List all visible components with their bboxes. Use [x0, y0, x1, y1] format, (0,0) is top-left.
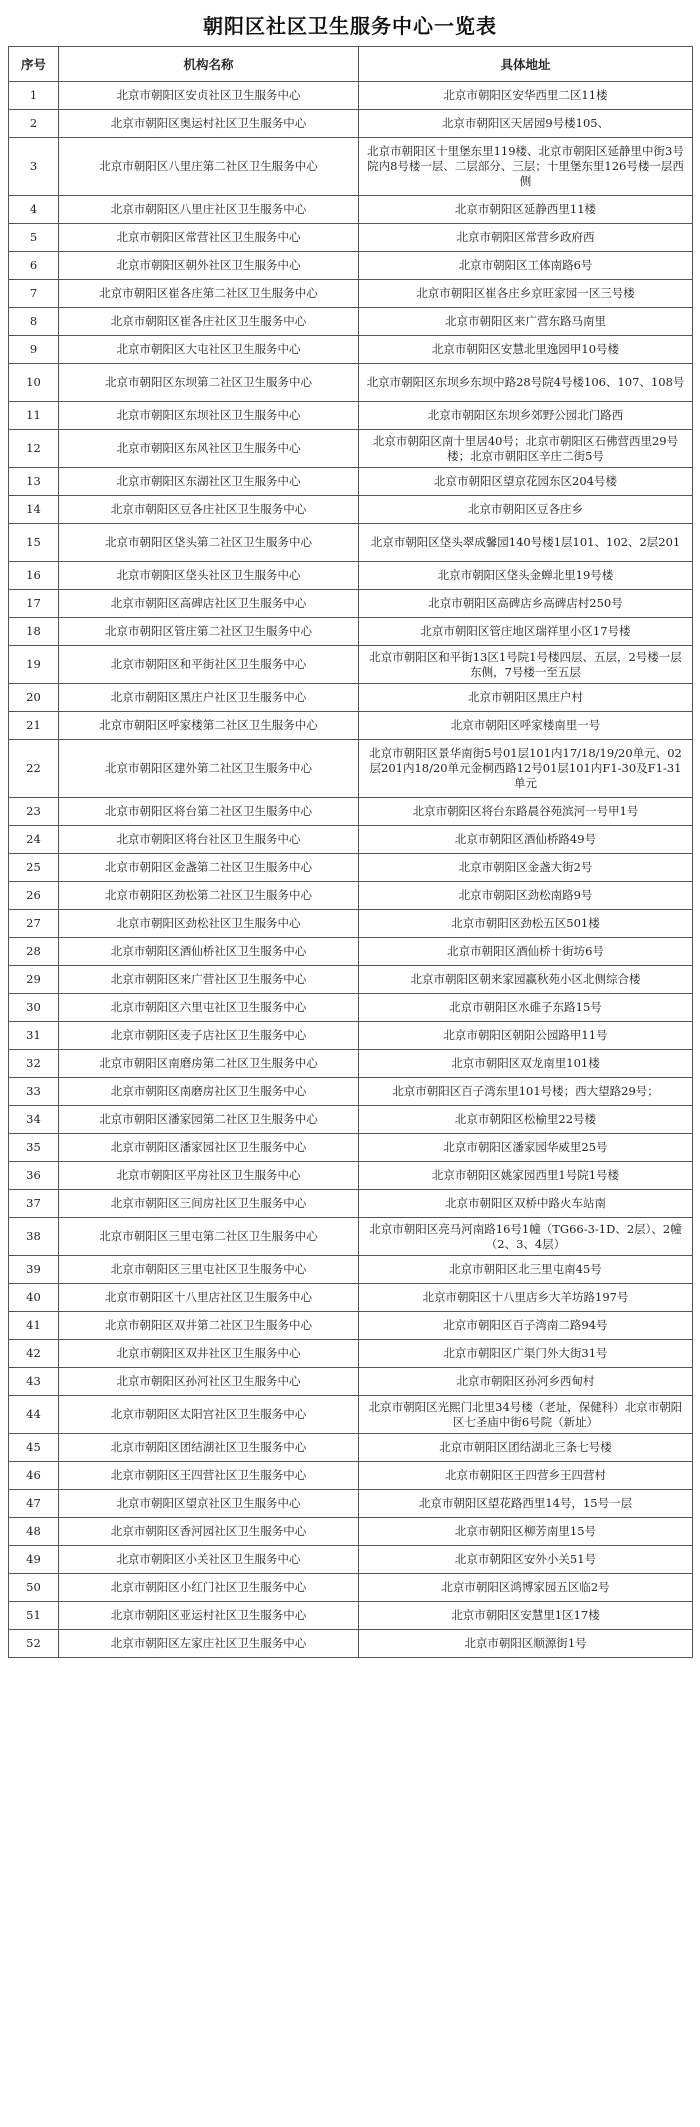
institution-name: 北京市朝阳区安贞社区卫生服务中心 — [59, 82, 359, 110]
institution-address: 北京市朝阳区来广营东路马南里 — [359, 308, 693, 336]
table-row — [9, 590, 693, 618]
table-row — [9, 1368, 693, 1396]
table-row — [9, 938, 693, 966]
institution-address: 北京市朝阳区望京花园东区204号楼 — [359, 468, 693, 496]
table-row — [9, 1022, 693, 1050]
row-number: 44 — [9, 1396, 59, 1434]
institution-name: 北京市朝阳区和平街社区卫生服务中心 — [59, 646, 359, 684]
table-row — [9, 336, 693, 364]
institution-name: 北京市朝阳区劲松社区卫生服务中心 — [59, 910, 359, 938]
table-row — [9, 910, 693, 938]
table-row — [9, 1106, 693, 1134]
institution-name: 北京市朝阳区金盏第二社区卫生服务中心 — [59, 854, 359, 882]
table-row — [9, 1050, 693, 1078]
institution-address: 北京市朝阳区松榆里22号楼 — [359, 1106, 693, 1134]
institution-name: 北京市朝阳区潘家园社区卫生服务中心 — [59, 1134, 359, 1162]
row-number: 29 — [9, 966, 59, 994]
institution-name: 北京市朝阳区团结湖社区卫生服务中心 — [59, 1434, 359, 1462]
row-number: 3 — [9, 138, 59, 196]
row-number: 34 — [9, 1106, 59, 1134]
institution-address: 北京市朝阳区将台东路晨谷苑滨河一号甲1号 — [359, 798, 693, 826]
table-row — [9, 82, 693, 110]
institution-address: 北京市朝阳区双龙南里101楼 — [359, 1050, 693, 1078]
institution-name: 北京市朝阳区将台社区卫生服务中心 — [59, 826, 359, 854]
institution-address: 北京市朝阳区孙河乡西甸村 — [359, 1368, 693, 1396]
table-row — [9, 798, 693, 826]
row-number: 12 — [9, 430, 59, 468]
table-row — [9, 138, 693, 196]
institution-name: 北京市朝阳区崔各庄第二社区卫生服务中心 — [59, 280, 359, 308]
institution-address: 北京市朝阳区垡头翠成馨园140号楼1层101、102、2层201 — [359, 524, 693, 562]
table-row — [9, 1546, 693, 1574]
table-row — [9, 1256, 693, 1284]
institution-address: 北京市朝阳区光熙门北里34号楼（老址，保健科）北京市朝阳区七圣庙中街6号院（新址） — [359, 1396, 693, 1434]
institution-name: 北京市朝阳区东风社区卫生服务中心 — [59, 430, 359, 468]
row-number: 41 — [9, 1312, 59, 1340]
institution-address: 北京市朝阳区南十里居40号；北京市朝阳区石佛营西里29号楼；北京市朝阳区辛庄二街5号 — [359, 430, 693, 468]
institution-address: 北京市朝阳区管庄地区瑞祥里小区17号楼 — [359, 618, 693, 646]
institution-address: 北京市朝阳区安慧里1区17楼 — [359, 1602, 693, 1630]
table-row — [9, 854, 693, 882]
table-row — [9, 364, 693, 402]
institution-address: 北京市朝阳区工体南路6号 — [359, 252, 693, 280]
institution-name: 北京市朝阳区双井社区卫生服务中心 — [59, 1340, 359, 1368]
row-number: 40 — [9, 1284, 59, 1312]
institution-name: 北京市朝阳区南磨房社区卫生服务中心 — [59, 1078, 359, 1106]
table-row — [9, 882, 693, 910]
institution-address: 北京市朝阳区天居园9号楼105、 — [359, 110, 693, 138]
institution-name: 北京市朝阳区六里屯社区卫生服务中心 — [59, 994, 359, 1022]
table-row — [9, 1190, 693, 1218]
institution-name: 北京市朝阳区呼家楼第二社区卫生服务中心 — [59, 712, 359, 740]
row-number: 15 — [9, 524, 59, 562]
row-number: 39 — [9, 1256, 59, 1284]
table-row — [9, 646, 693, 684]
table-row — [9, 1396, 693, 1434]
institution-name: 北京市朝阳区劲松第二社区卫生服务中心 — [59, 882, 359, 910]
institution-address: 北京市朝阳区延静西里11楼 — [359, 196, 693, 224]
row-number: 37 — [9, 1190, 59, 1218]
row-number: 48 — [9, 1518, 59, 1546]
table-row — [9, 1518, 693, 1546]
institution-name: 北京市朝阳区太阳宫社区卫生服务中心 — [59, 1396, 359, 1434]
institution-address: 北京市朝阳区金盏大街2号 — [359, 854, 693, 882]
table-row — [9, 1078, 693, 1106]
table-row — [9, 994, 693, 1022]
institution-address: 北京市朝阳区北三里屯南45号 — [359, 1256, 693, 1284]
institution-address: 北京市朝阳区黑庄户村 — [359, 684, 693, 712]
institution-name: 北京市朝阳区东坝第二社区卫生服务中心 — [59, 364, 359, 402]
table-row — [9, 826, 693, 854]
table-row — [9, 1284, 693, 1312]
institution-name: 北京市朝阳区建外第二社区卫生服务中心 — [59, 740, 359, 798]
institution-address: 北京市朝阳区亮马河南路16号1幢（TG66-3-1D、2层）、2幢（2、3、4层） — [359, 1218, 693, 1256]
institution-name: 北京市朝阳区酒仙桥社区卫生服务中心 — [59, 938, 359, 966]
institution-name: 北京市朝阳区潘家园第二社区卫生服务中心 — [59, 1106, 359, 1134]
institution-name: 北京市朝阳区望京社区卫生服务中心 — [59, 1490, 359, 1518]
row-number: 24 — [9, 826, 59, 854]
table-row — [9, 712, 693, 740]
institution-address: 北京市朝阳区和平街13区1号院1号楼四层、五层，2号楼一层东侧，7号楼一至五层 — [359, 646, 693, 684]
institution-address: 北京市朝阳区劲松五区501楼 — [359, 910, 693, 938]
institution-address: 北京市朝阳区崔各庄乡京旺家园一区三号楼 — [359, 280, 693, 308]
table-row — [9, 1602, 693, 1630]
institution-address: 北京市朝阳区呼家楼南里一号 — [359, 712, 693, 740]
row-number: 42 — [9, 1340, 59, 1368]
table-header-row — [9, 47, 693, 82]
table-row — [9, 1340, 693, 1368]
table-row — [9, 1218, 693, 1256]
institution-address: 北京市朝阳区安慧北里逸园甲10号楼 — [359, 336, 693, 364]
row-number: 32 — [9, 1050, 59, 1078]
institution-address: 北京市朝阳区东坝乡郊野公园北门路西 — [359, 402, 693, 430]
row-number: 30 — [9, 994, 59, 1022]
institution-name: 北京市朝阳区香河园社区卫生服务中心 — [59, 1518, 359, 1546]
institution-address: 北京市朝阳区百子湾东里101号楼；西大望路29号； — [359, 1078, 693, 1106]
institution-address: 北京市朝阳区鸿博家园五区临2号 — [359, 1574, 693, 1602]
institution-address: 北京市朝阳区潘家园华威里25号 — [359, 1134, 693, 1162]
institution-address: 北京市朝阳区姚家园西里1号院1号楼 — [359, 1162, 693, 1190]
row-number: 49 — [9, 1546, 59, 1574]
institution-name: 北京市朝阳区八里庄第二社区卫生服务中心 — [59, 138, 359, 196]
row-number: 22 — [9, 740, 59, 798]
institution-address: 北京市朝阳区劲松南路9号 — [359, 882, 693, 910]
institution-name: 北京市朝阳区大屯社区卫生服务中心 — [59, 336, 359, 364]
row-number: 46 — [9, 1462, 59, 1490]
document-sheet — [8, 6, 692, 1658]
table-row — [9, 496, 693, 524]
institution-name: 北京市朝阳区三里屯社区卫生服务中心 — [59, 1256, 359, 1284]
center-list-table — [8, 46, 693, 1658]
institution-name: 北京市朝阳区管庄第二社区卫生服务中心 — [59, 618, 359, 646]
row-number: 50 — [9, 1574, 59, 1602]
institution-address: 北京市朝阳区广渠门外大街31号 — [359, 1340, 693, 1368]
row-number: 16 — [9, 562, 59, 590]
column-header-name: 机构名称 — [59, 47, 359, 82]
institution-name: 北京市朝阳区常营社区卫生服务中心 — [59, 224, 359, 252]
column-header-no: 序号 — [9, 47, 59, 82]
row-number: 11 — [9, 402, 59, 430]
institution-name: 北京市朝阳区垡头社区卫生服务中心 — [59, 562, 359, 590]
page-title: 朝阳区社区卫生服务中心一览表 — [203, 14, 497, 38]
institution-address: 北京市朝阳区十八里店乡大羊坊路197号 — [359, 1284, 693, 1312]
table-row — [9, 402, 693, 430]
table-row — [9, 1434, 693, 1462]
table-row — [9, 1134, 693, 1162]
institution-name: 北京市朝阳区孙河社区卫生服务中心 — [59, 1368, 359, 1396]
row-number: 51 — [9, 1602, 59, 1630]
institution-address: 北京市朝阳区柳芳南里15号 — [359, 1518, 693, 1546]
institution-address: 北京市朝阳区酒仙桥十街坊6号 — [359, 938, 693, 966]
table-row — [9, 196, 693, 224]
row-number: 52 — [9, 1630, 59, 1658]
institution-name: 北京市朝阳区垡头第二社区卫生服务中心 — [59, 524, 359, 562]
row-number: 14 — [9, 496, 59, 524]
table-body — [9, 82, 693, 1658]
table-row — [9, 252, 693, 280]
row-number: 47 — [9, 1490, 59, 1518]
row-number: 6 — [9, 252, 59, 280]
institution-name: 北京市朝阳区左家庄社区卫生服务中心 — [59, 1630, 359, 1658]
row-number: 17 — [9, 590, 59, 618]
row-number: 43 — [9, 1368, 59, 1396]
table-row — [9, 966, 693, 994]
institution-name: 北京市朝阳区奥运村社区卫生服务中心 — [59, 110, 359, 138]
institution-address: 北京市朝阳区安外小关51号 — [359, 1546, 693, 1574]
row-number: 5 — [9, 224, 59, 252]
institution-name: 北京市朝阳区来广营社区卫生服务中心 — [59, 966, 359, 994]
table-row — [9, 280, 693, 308]
institution-address: 北京市朝阳区百子湾南二路94号 — [359, 1312, 693, 1340]
table-row — [9, 468, 693, 496]
row-number: 45 — [9, 1434, 59, 1462]
row-number: 18 — [9, 618, 59, 646]
row-number: 10 — [9, 364, 59, 402]
row-number: 7 — [9, 280, 59, 308]
institution-address: 北京市朝阳区团结湖北三条七号楼 — [359, 1434, 693, 1462]
institution-name: 北京市朝阳区平房社区卫生服务中心 — [59, 1162, 359, 1190]
row-number: 21 — [9, 712, 59, 740]
institution-name: 北京市朝阳区将台第二社区卫生服务中心 — [59, 798, 359, 826]
institution-address: 北京市朝阳区水碓子东路15号 — [359, 994, 693, 1022]
table-row — [9, 1312, 693, 1340]
table-row — [9, 110, 693, 138]
institution-name: 北京市朝阳区高碑店社区卫生服务中心 — [59, 590, 359, 618]
row-number: 33 — [9, 1078, 59, 1106]
table-row — [9, 562, 693, 590]
table-row — [9, 1462, 693, 1490]
institution-name: 北京市朝阳区东坝社区卫生服务中心 — [59, 402, 359, 430]
institution-name: 北京市朝阳区亚运村社区卫生服务中心 — [59, 1602, 359, 1630]
row-number: 28 — [9, 938, 59, 966]
row-number: 20 — [9, 684, 59, 712]
institution-name: 北京市朝阳区麦子店社区卫生服务中心 — [59, 1022, 359, 1050]
institution-name: 北京市朝阳区朝外社区卫生服务中心 — [59, 252, 359, 280]
institution-name: 北京市朝阳区三里屯第二社区卫生服务中心 — [59, 1218, 359, 1256]
institution-address: 北京市朝阳区安华西里二区11楼 — [359, 82, 693, 110]
row-number: 19 — [9, 646, 59, 684]
institution-name: 北京市朝阳区小关社区卫生服务中心 — [59, 1546, 359, 1574]
row-number: 9 — [9, 336, 59, 364]
institution-address: 北京市朝阳区王四营乡王四营村 — [359, 1462, 693, 1490]
table-row — [9, 684, 693, 712]
row-number: 38 — [9, 1218, 59, 1256]
institution-address: 北京市朝阳区望花路西里14号，15号一层 — [359, 1490, 693, 1518]
institution-name: 北京市朝阳区小红门社区卫生服务中心 — [59, 1574, 359, 1602]
institution-address: 北京市朝阳区朝来家园赢秋苑小区北侧综合楼 — [359, 966, 693, 994]
table-row — [9, 618, 693, 646]
table-row — [9, 224, 693, 252]
institution-name: 北京市朝阳区豆各庄社区卫生服务中心 — [59, 496, 359, 524]
institution-name: 北京市朝阳区王四营社区卫生服务中心 — [59, 1462, 359, 1490]
institution-address: 北京市朝阳区朝阳公园路甲11号 — [359, 1022, 693, 1050]
institution-name: 北京市朝阳区东湖社区卫生服务中心 — [59, 468, 359, 496]
column-header-address: 具体地址 — [359, 47, 693, 82]
institution-address: 北京市朝阳区豆各庄乡 — [359, 496, 693, 524]
institution-address: 北京市朝阳区垡头金蝉北里19号楼 — [359, 562, 693, 590]
institution-address: 北京市朝阳区高碑店乡高碑店村250号 — [359, 590, 693, 618]
institution-name: 北京市朝阳区南磨房第二社区卫生服务中心 — [59, 1050, 359, 1078]
table-row — [9, 1162, 693, 1190]
row-number: 25 — [9, 854, 59, 882]
row-number: 36 — [9, 1162, 59, 1190]
institution-address: 北京市朝阳区十里堡东里119楼、北京市朝阳区延静里中街3号院内8号楼一层、二层部分、三层；十里堡东里126号楼一层西侧 — [359, 138, 693, 196]
row-number: 4 — [9, 196, 59, 224]
table-row — [9, 740, 693, 798]
row-number: 27 — [9, 910, 59, 938]
institution-address: 北京市朝阳区景华南街5号01层101内17/18/19/20单元、02层201内18/20单元金桐西路12号01层101内F1-30及F1-31单元 — [359, 740, 693, 798]
institution-name: 北京市朝阳区三间房社区卫生服务中心 — [59, 1190, 359, 1218]
row-number: 26 — [9, 882, 59, 910]
row-number: 35 — [9, 1134, 59, 1162]
row-number: 2 — [9, 110, 59, 138]
institution-address: 北京市朝阳区东坝乡东坝中路28号院4号楼106、107、108号 — [359, 364, 693, 402]
table-row — [9, 430, 693, 468]
row-number: 23 — [9, 798, 59, 826]
row-number: 31 — [9, 1022, 59, 1050]
institution-name: 北京市朝阳区双井第二社区卫生服务中心 — [59, 1312, 359, 1340]
table-row — [9, 308, 693, 336]
institution-address: 北京市朝阳区顺源街1号 — [359, 1630, 693, 1658]
institution-name: 北京市朝阳区崔各庄社区卫生服务中心 — [59, 308, 359, 336]
table-row — [9, 524, 693, 562]
institution-address: 北京市朝阳区常营乡政府西 — [359, 224, 693, 252]
institution-name: 北京市朝阳区黑庄户社区卫生服务中心 — [59, 684, 359, 712]
table-row — [9, 1630, 693, 1658]
row-number: 13 — [9, 468, 59, 496]
institution-name: 北京市朝阳区十八里店社区卫生服务中心 — [59, 1284, 359, 1312]
institution-name: 北京市朝阳区八里庄社区卫生服务中心 — [59, 196, 359, 224]
row-number: 8 — [9, 308, 59, 336]
row-number: 1 — [9, 82, 59, 110]
institution-address: 北京市朝阳区双桥中路火车站南 — [359, 1190, 693, 1218]
table-row — [9, 1490, 693, 1518]
table-row — [9, 1574, 693, 1602]
institution-address: 北京市朝阳区酒仙桥路49号 — [359, 826, 693, 854]
